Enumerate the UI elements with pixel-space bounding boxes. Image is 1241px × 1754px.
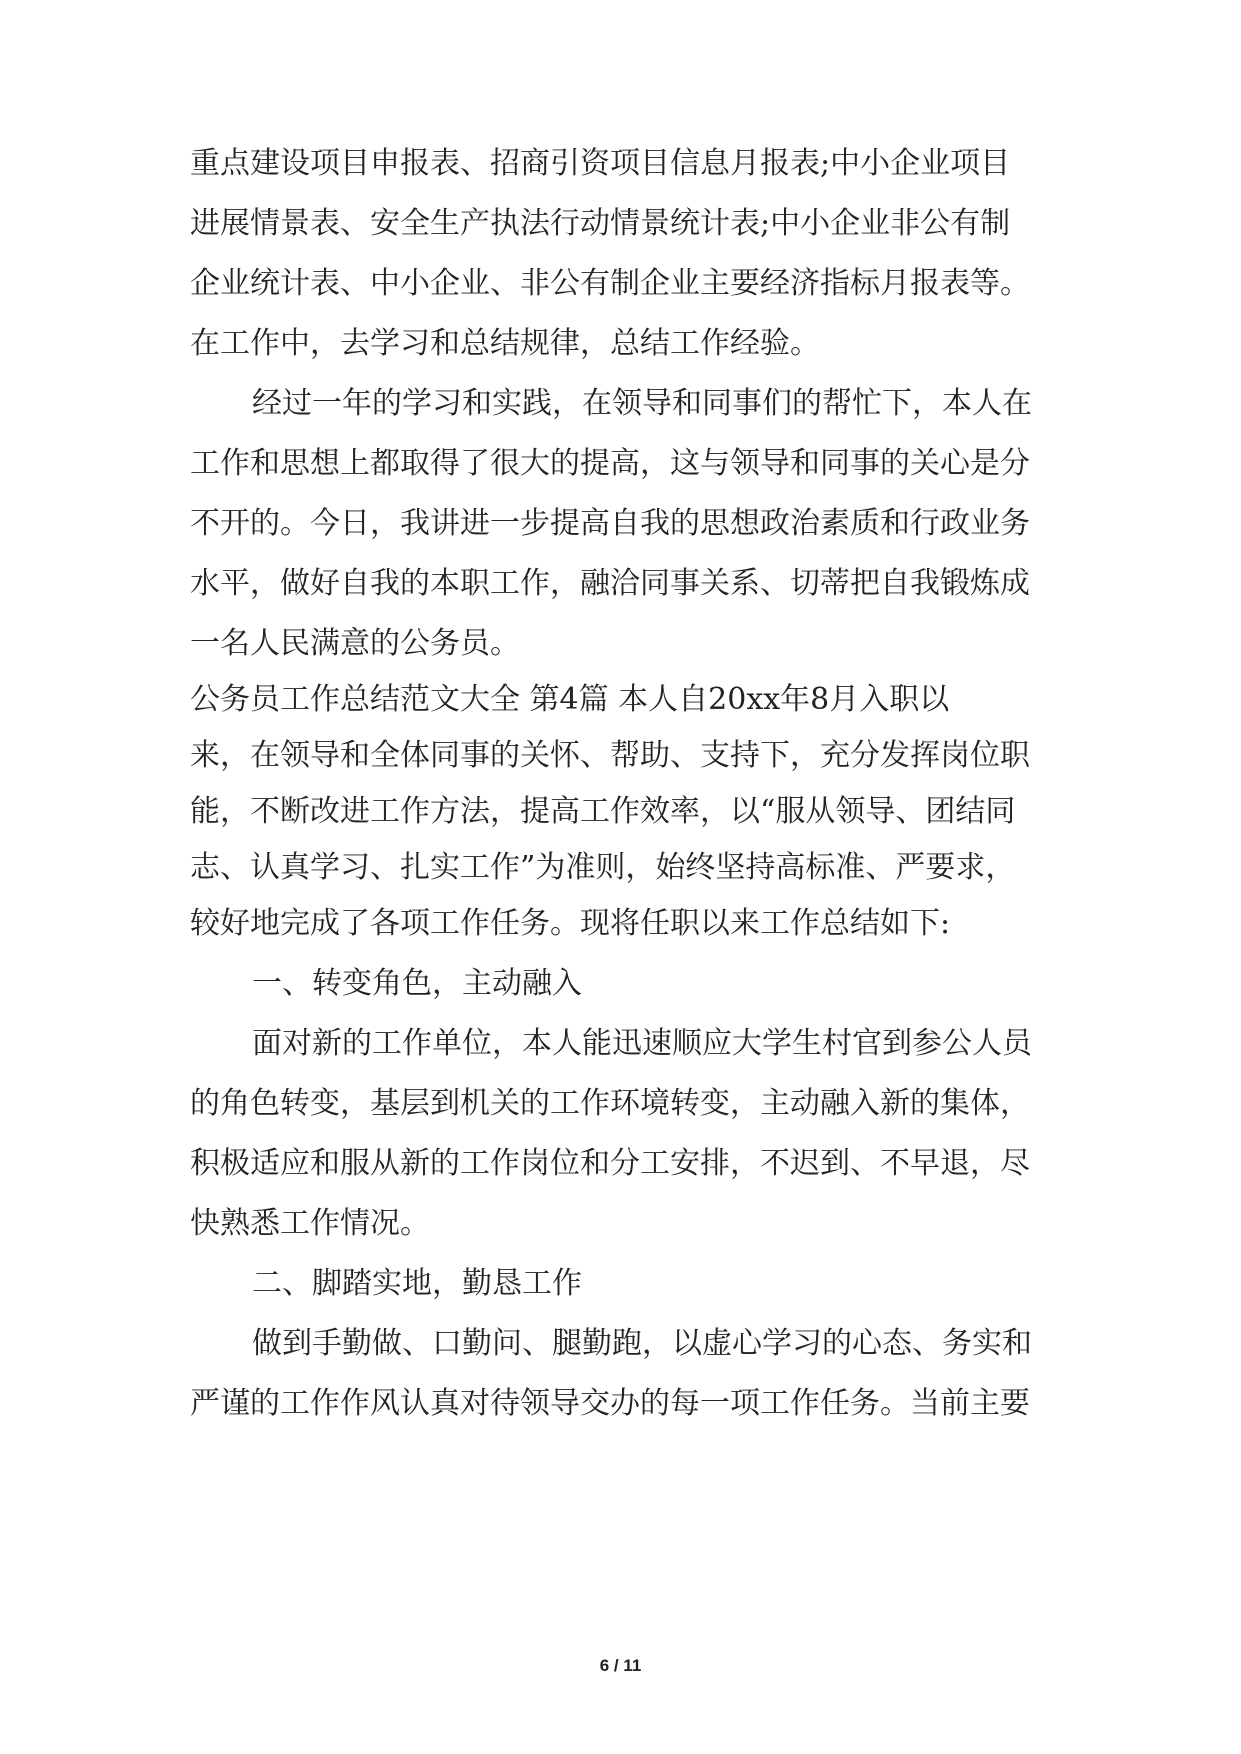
text-line: 积极适应和服从新的工作岗位和分工安排，不迟到、不早退，尽	[190, 1146, 1030, 1181]
text-line: 的角色转变，基层到机关的工作环境转变，主动融入新的集体，	[190, 1086, 1030, 1121]
text-line: 在工作中，去学习和总结规律，总结工作经验。	[190, 326, 820, 361]
text-line: 企业统计表、中小企业、非公有制企业主要经济指标月报表等。	[190, 266, 1030, 301]
section-heading-line: 公务员工作总结范文大全 第4篇 本人自20xx年8月入职以	[190, 682, 950, 717]
text-line: 做到手勤做、口勤问、腿勤跑，以虚心学习的心态、务实和	[252, 1326, 1032, 1361]
page-number: 6 / 11	[599, 1656, 642, 1675]
text-line: 一名人民满意的公务员。	[190, 626, 520, 661]
text-line: 较好地完成了各项工作任务。现将任职以来工作总结如下:	[190, 906, 951, 941]
text-line: 志、认真学习、扎实工作”为准则，始终坚持高标准、严要求，	[190, 850, 1016, 885]
text-line: 进展情景表、安全生产执法行动情景统计表;中小企业非公有制	[190, 206, 1011, 241]
text-line: 严谨的工作作风认真对待领导交办的每一项工作任务。当前主要	[190, 1386, 1030, 1421]
text-line: 重点建设项目申报表、招商引资项目信息月报表;中小企业项目	[190, 146, 1011, 181]
text-line: 工作和思想上都取得了很大的提高，这与领导和同事的关心是分	[190, 446, 1030, 481]
subheading-line: 一、转变角色，主动融入	[252, 966, 582, 1001]
text-line: 不开的。今日，我讲进一步提高自我的思想政治素质和行政业务	[190, 506, 1030, 541]
subheading-line: 二、脚踏实地，勤恳工作	[252, 1266, 582, 1301]
text-line: 快熟悉工作情况。	[190, 1206, 430, 1241]
text-line: 能，不断改进工作方法，提高工作效率，以“服从领导、团结同	[190, 794, 1016, 829]
text-line: 来，在领导和全体同事的关怀、帮助、支持下，充分发挥岗位职	[190, 738, 1030, 773]
text-line: 经过一年的学习和实践，在领导和同事们的帮忙下，本人在	[252, 386, 1032, 421]
text-line: 水平，做好自我的本职工作，融洽同事关系、切蒂把自我锻炼成	[190, 566, 1030, 601]
text-line: 面对新的工作单位，本人能迅速顺应大学生村官到参公人员	[252, 1026, 1032, 1061]
